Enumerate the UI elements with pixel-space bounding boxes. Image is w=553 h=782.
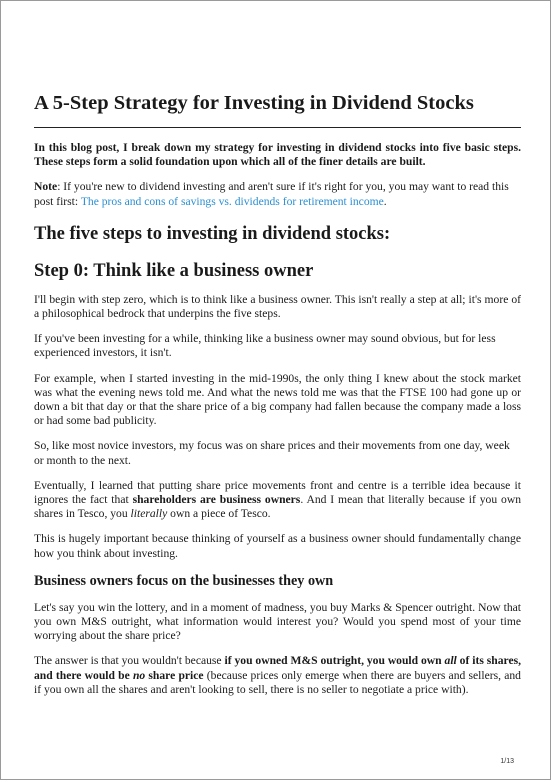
- text-span: The answer is that you wouldn't because: [34, 654, 225, 668]
- note-label: Note: [34, 180, 58, 194]
- italic-text: literally: [130, 507, 168, 521]
- bold-text: share price: [145, 668, 204, 682]
- bold-italic-text: no: [132, 668, 146, 682]
- bold-text: if you owned M&S outright, you would own: [224, 654, 445, 668]
- paragraph-novice-investors: So, like most novice investors, my focus was on share prices and their movements from one day, week or month to the next.: [34, 439, 510, 467]
- text-span: . And I mean that literally because if you own shares in Tesco, you: [34, 493, 521, 521]
- text-span: Eventually, I learned that putting share price movements front and centre is a terrible idea because it ignores the fact that: [34, 478, 521, 507]
- step-0-heading: Step 0: Think like a business owner: [34, 260, 314, 281]
- page-number: 1/13: [500, 758, 514, 765]
- savings-vs-dividends-link[interactable]: The pros and cons of savings vs. dividends for retirement income: [80, 194, 384, 208]
- text-span: own a piece of Tesco.: [167, 507, 271, 521]
- paragraph-mid-1990s: For example, when I started investing in the mid-1990s, the only thing I knew about the stock market was what the evening news told me. And what the news told me was that the FTSE 100 had gone up or down a bit that day or that the share price of a big company had fallen because the company made a loss or had some bad publicity.: [34, 371, 521, 428]
- paragraph-lottery: Let's say you win the lottery, and in a moment of madness, you buy Marks & Spencer outright. Now that you own M&S outright, what information would interest you? Would you spend most of your time worrying about the share price?: [34, 600, 521, 643]
- intro-paragraph: In this blog post, I break down my strategy for investing in dividend stocks into five basic steps. These steps form a solid foundation upon which all of the finer details are built.: [34, 141, 521, 169]
- text-span: (because prices only emerge when there are buyers and sellers, and if you own all the shares and aren't looking to sell, there is no seller to negotiate a price with).: [34, 668, 521, 696]
- bold-text: shareholders are business owners: [132, 493, 301, 507]
- note-end: .: [383, 194, 387, 208]
- paragraph-experienced-investors: If you've been investing for a while, thinking like a business owner may sound obvious, but for less experienced investors, it isn't.: [34, 332, 496, 360]
- subheading-business-owners: Business owners focus on the businesses they own: [34, 572, 334, 589]
- paragraph-answer: [34, 654, 521, 697]
- paragraph-step-zero: I'll begin with step zero, which is to think like a business owner. This isn't really a step at all; it's more of a philosophical bedrock that underpins the five steps.: [34, 292, 521, 321]
- page-content: [34, 90, 521, 697]
- note-text: : If you're new to dividend investing and aren't sure if it's right for you, you may want to read this post first:: [34, 180, 509, 208]
- paragraph-shareholders-owners: [34, 479, 521, 522]
- section-heading: The five steps to investing in dividend stocks:: [34, 223, 391, 244]
- bold-italic-text: all: [444, 654, 457, 668]
- note-paragraph: [34, 180, 521, 208]
- bold-text: of its shares, and there would be: [34, 654, 521, 682]
- page-title: A 5-Step Strategy for Investing in Dividend Stocks: [34, 90, 521, 128]
- paragraph-hugely-important: This is hugely important because thinking of yourself as a business owner should fundamentally change how you think about investing.: [34, 532, 521, 560]
